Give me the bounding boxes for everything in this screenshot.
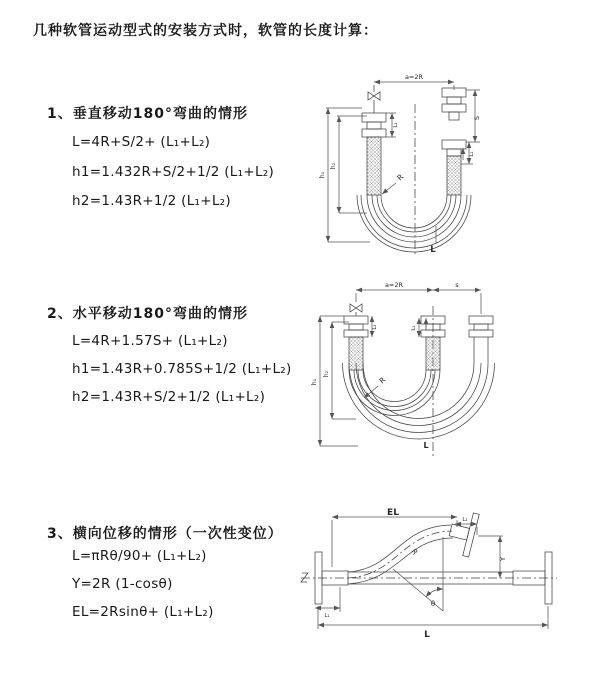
valve-icon xyxy=(350,304,362,312)
length-label: L xyxy=(430,245,436,255)
center-fitting xyxy=(421,316,445,370)
dim-l1-right-label: L₁ xyxy=(469,151,475,157)
dim-h2-label: h₂ xyxy=(330,162,337,170)
centerline-break-mark xyxy=(301,573,308,582)
dim-h-group xyxy=(326,108,396,242)
dim-a2r-label: a=2R xyxy=(404,73,424,81)
section2-heading: 2、水平移动180°弯曲的情形 xyxy=(47,306,248,322)
dim-l1-left-group xyxy=(315,587,340,612)
right-fitting xyxy=(469,316,493,363)
dim-s-label: s xyxy=(455,281,459,289)
left-fitting xyxy=(344,316,368,370)
dim-el-label: EL xyxy=(387,508,399,518)
dim-el-group xyxy=(332,517,457,567)
section3-heading: 3、横向位移的情形（一次性变位） xyxy=(47,526,283,542)
dim-y-label: Y xyxy=(499,556,507,562)
hose-u-bend-primary xyxy=(349,370,440,416)
section3-formula-Y: Y=2R (1-cosθ) xyxy=(72,576,173,592)
hose-u-bend-moved xyxy=(343,363,495,439)
dim-l1-center-label: L₁ xyxy=(411,325,417,331)
right-fitting-lower xyxy=(442,140,466,195)
dim-l1-top-label: L₁ xyxy=(462,517,468,523)
section1-formula-h2: h2=1.43R+1/2 (L₁+L₂) xyxy=(72,193,231,209)
length-label: L xyxy=(423,441,429,450)
dim-l1-left-label: L₁ xyxy=(324,613,330,619)
dim-l1-group xyxy=(372,316,426,337)
radius-label: R xyxy=(409,546,420,557)
hose-u-bend xyxy=(357,195,471,252)
diagram-lateral-displacement xyxy=(295,505,585,640)
section2-formula-h1: h1=1.43R+0.785S+1/2 (L₁+L₂) xyxy=(72,361,292,377)
dim-a2r-label: a=2R xyxy=(384,281,404,289)
section1-heading: 1、垂直移动180°弯曲的情形 xyxy=(47,106,248,122)
section2-formula-L: L=4R+1.57S+ (L₁+L₂) xyxy=(72,333,228,349)
dim-h-group xyxy=(320,316,358,446)
right-fitting-upper xyxy=(442,88,466,120)
dim-l1-left-label: L₁ xyxy=(393,122,399,128)
angle-theta-label: θ xyxy=(430,600,436,608)
upper-flange xyxy=(445,509,479,557)
dim-l-group xyxy=(318,606,548,629)
radius-label: R xyxy=(395,172,406,183)
valve-icon xyxy=(368,92,380,100)
radius-label: R xyxy=(377,375,388,386)
section3-formula-EL: EL=2Rsinθ+ (L₁+L₂) xyxy=(72,604,214,620)
dim-h1-label: h₁ xyxy=(319,171,326,179)
diagram-horizontal-180-bend xyxy=(306,278,546,463)
radius-leader xyxy=(364,386,378,398)
dim-s-label: S xyxy=(473,115,481,121)
dim-top-group xyxy=(356,290,481,314)
section1-formula-h1: h1=1.432R+S/2+1/2 (L₁+L₂) xyxy=(72,164,275,180)
dim-h2-label: h₂ xyxy=(323,370,330,378)
left-fitting xyxy=(362,113,386,195)
length-label: L xyxy=(424,630,430,640)
dim-h1-label: h₁ xyxy=(311,378,318,386)
dim-l1-left-label: L₁ xyxy=(372,324,378,330)
section1-formula-L: L=4R+S/2+ (L₁+L₂) xyxy=(72,134,211,150)
section3-formula-L: L=πRθ/90+ (L₁+L₂) xyxy=(72,548,207,564)
radius-leader xyxy=(382,183,396,194)
diagram-vertical-180-bend xyxy=(312,68,537,258)
page-title: 几种软管运动型式的安装方式时，软管的长度计算： xyxy=(33,23,378,39)
section2-formula-h2: h2=1.43R+S/2+1/2 (L₁+L₂) xyxy=(72,389,266,405)
